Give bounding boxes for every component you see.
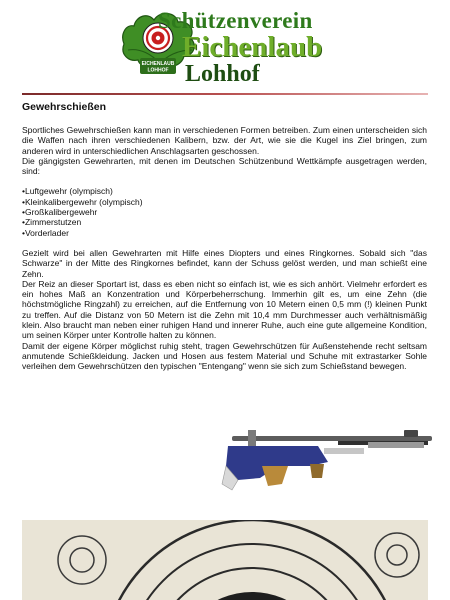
logo-badge-text-2: LOHHOF xyxy=(147,67,169,74)
club-name-line3: Lohhof xyxy=(185,61,260,87)
air-rifle-image xyxy=(218,418,436,498)
club-name-line2: Eichenlaub xyxy=(182,31,323,63)
list-item: • Zimmerstutzen xyxy=(22,217,427,227)
rifle-types-list xyxy=(22,186,427,237)
challenge-paragraph: Der Reiz an dieser Sportart ist, dass es eben nicht so einfach ist, wie es sich anhört. Vielmehr erfordert es ein hohes Maß an Konzentration und Körperbeherrschung. Immerhin gilt es, um eine Zehn (die höchstmögliche Ringzahl) zu erreichen, auf die Entfernung von 10 Metern einen 0,5 mm (!) kleinen Punkt zu treffen. Auf die Distanz von 50 Metern ist die Zehn mit 10,4 mm Durchmesser auch verhältnismäßig klein. Also braucht man neben einer ruhigen Hand und innerer Ruhe, auch eine gute allgemeine Kondition, um seinen Körper unter Kontrolle halten zu können. xyxy=(22,278,427,341)
list-item: • Vorderlader xyxy=(22,228,427,238)
intro-paragraph: Sportliches Gewehrschießen kann man in verschiedenen Formen betreiben. Zum einen unterscheiden sich die Waffen nach ihren verschiedenen Kalibern, bzw. der Art, wie sie die Kugel ins Ziel bringen, zum anderen wird in unterschiedlichen Anschlagsarten geschossen. xyxy=(22,125,427,156)
club-name-line1: Schützenverein xyxy=(158,8,313,33)
list-item: • Luftgewehr (olympisch) xyxy=(22,186,427,196)
list-item: • Großkalibergewehr xyxy=(22,207,427,217)
header-divider xyxy=(22,93,428,95)
aim-paragraph: Gezielt wird bei allen Gewehrarten mit Hilfe eines Diopters und eines Ringkornes. Sobald sich "das Schwarze" in der Mitte des Ringkornes befindet, kann der Schuss gelöst werden, und man schießt eine Zehn. xyxy=(22,247,427,279)
logo-badge-text-1: EICHENLAUB xyxy=(141,61,175,67)
article-title: Gewehrschießen xyxy=(22,101,107,113)
intro2-paragraph: Die gängigsten Gewehrarten, mit denen im Deutschen Schützenbund Wettkämpfe ausgetragen werden, sind: xyxy=(22,155,427,177)
shooting-target-image xyxy=(22,520,428,600)
article xyxy=(22,101,427,372)
clothing-paragraph: Damit der eigene Körper möglichst ruhig steht, tragen Gewehrschützen für Außenstehende recht seltsam anmutende Schießkleidung. Jacken und Hosen aus festem Material und Schuhe mit extrastarker Sohle verleihen dem Gewehrschützen den typischen "Entengang" wenn sie sich zum Schießstand bewegen. xyxy=(22,340,427,372)
club-header xyxy=(0,0,450,90)
list-item: • Kleinkalibergewehr (olympisch) xyxy=(22,197,427,207)
